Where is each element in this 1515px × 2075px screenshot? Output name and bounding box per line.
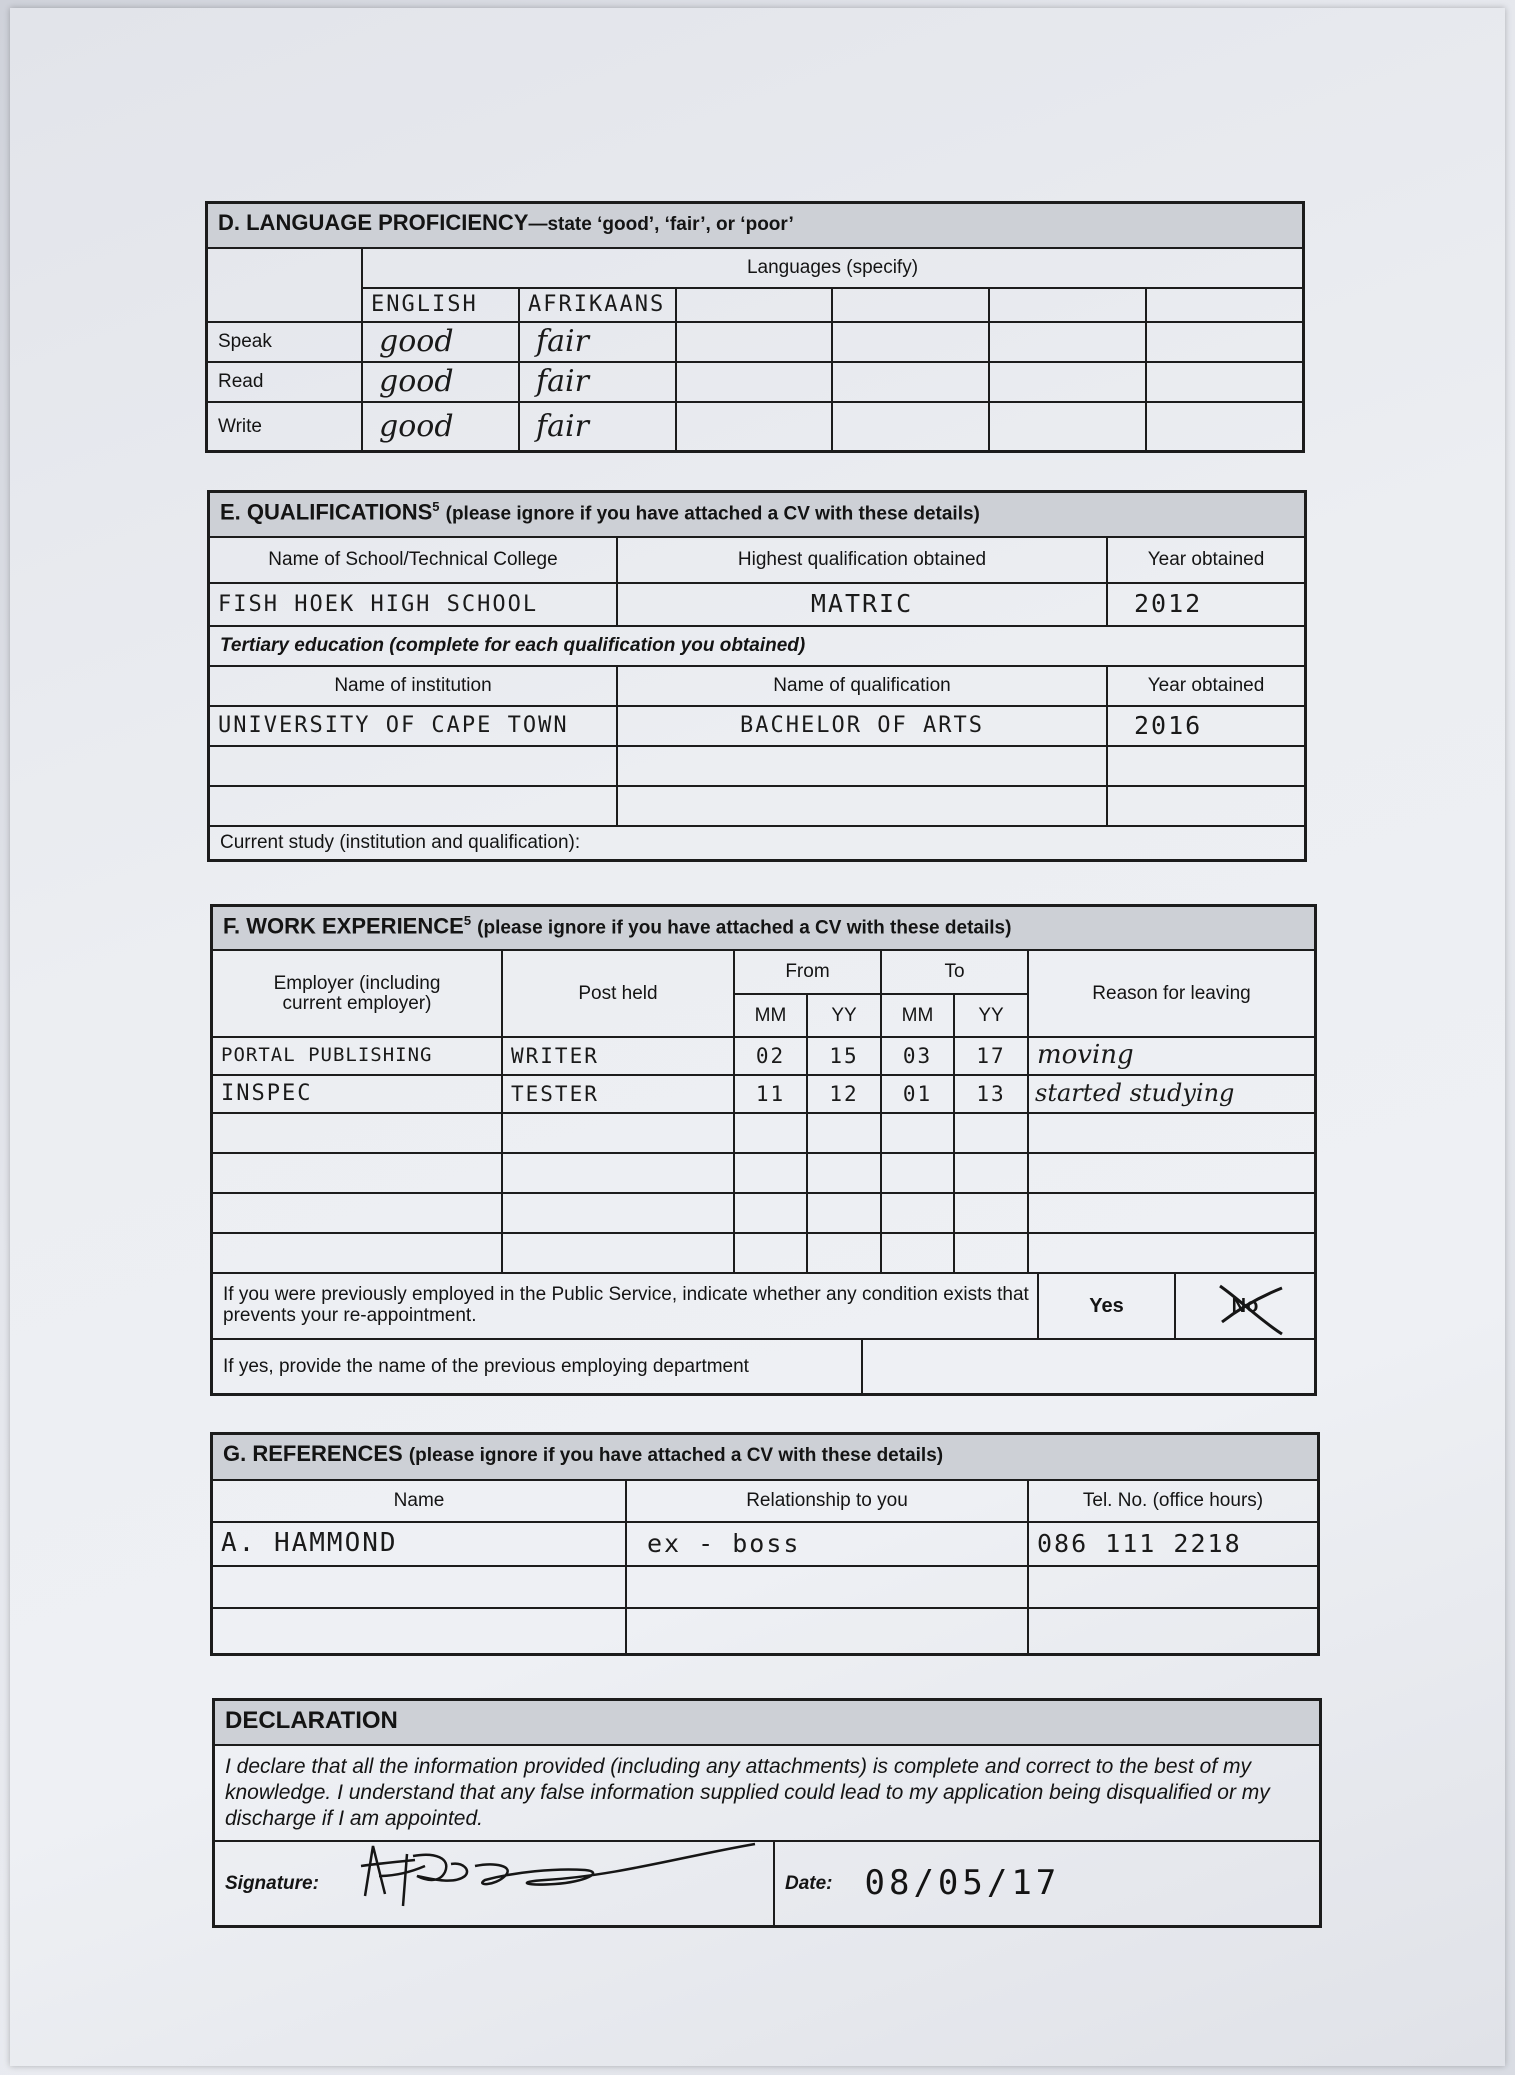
section-e-subtitle: (please ignore if you have attached a CV with these details) <box>445 503 980 525</box>
work-from-yy-2[interactable]: 12 <box>808 1076 882 1114</box>
write-value-4[interactable] <box>833 403 990 450</box>
header-from-yy: YY <box>808 995 882 1038</box>
language-1[interactable]: ENGLISH <box>363 289 520 323</box>
school-header-qualification: Highest qualification obtained <box>618 538 1108 584</box>
public-service-no-label: No <box>1231 1294 1259 1317</box>
work-reason-5[interactable] <box>1029 1194 1314 1234</box>
speak-value-4[interactable] <box>833 323 990 363</box>
section-f-heading <box>213 907 1314 951</box>
write-value-6[interactable] <box>1147 403 1302 450</box>
date-field[interactable] <box>775 1842 1319 1925</box>
tertiary-year-3[interactable] <box>1108 787 1304 827</box>
section-references <box>210 1432 1320 1656</box>
work-employer-3[interactable] <box>213 1114 503 1154</box>
write-value-5[interactable] <box>990 403 1147 450</box>
tertiary-year-1[interactable]: 2016 <box>1108 707 1304 747</box>
previous-department-value[interactable] <box>863 1340 1314 1393</box>
language-6[interactable] <box>1147 289 1302 323</box>
section-g-title: G. REFERENCES <box>223 1441 403 1466</box>
work-to-mm-2[interactable]: 01 <box>882 1076 955 1114</box>
public-service-yes[interactable]: Yes <box>1039 1274 1176 1340</box>
work-employer-1[interactable]: PORTAL PUBLISHING <box>213 1038 503 1076</box>
date-value: 08/05/17 <box>864 1862 1061 1903</box>
ref-name-1[interactable]: A. HAMMOND <box>213 1523 627 1567</box>
section-qualifications <box>207 490 1307 862</box>
language-3[interactable] <box>677 289 833 323</box>
read-value-4[interactable] <box>833 363 990 403</box>
tertiary-qualification-2[interactable] <box>618 747 1108 787</box>
ref-relationship-2[interactable] <box>627 1567 1029 1609</box>
work-reason-2[interactable]: started studying <box>1029 1076 1314 1114</box>
tertiary-header-year: Year obtained <box>1108 667 1304 707</box>
section-f-title: F. WORK EXPERIENCE <box>223 913 464 939</box>
work-to-yy-6[interactable] <box>955 1234 1029 1274</box>
read-value-3[interactable] <box>677 363 833 403</box>
ref-header-name: Name <box>213 1481 627 1523</box>
header-from-mm: MM <box>735 995 808 1038</box>
work-post-2[interactable]: TESTER <box>503 1076 735 1114</box>
work-from-mm-1[interactable]: 02 <box>735 1038 808 1076</box>
header-post-held: Post held <box>503 951 735 1038</box>
form-page <box>10 8 1505 2066</box>
work-to-yy-5[interactable] <box>955 1194 1029 1234</box>
language-4[interactable] <box>833 289 990 323</box>
tertiary-institution-3[interactable] <box>210 787 618 827</box>
section-d-title: D. LANGUAGE PROFICIENCY <box>218 210 529 235</box>
work-reason-4[interactable] <box>1029 1154 1314 1194</box>
language-2[interactable]: AFRIKAANS <box>520 289 677 323</box>
read-value-1[interactable]: good <box>363 363 520 403</box>
public-service-question: If you were previously employed in the Public Service, indicate whether any condition exists that prevents your re-appointment. <box>213 1274 1039 1340</box>
public-service-no[interactable] <box>1176 1274 1314 1340</box>
ref-tel-1[interactable]: 086 111 2218 <box>1029 1523 1317 1567</box>
ref-header-tel: Tel. No. (office hours) <box>1029 1481 1317 1523</box>
language-5[interactable] <box>990 289 1147 323</box>
previous-department-label: If yes, provide the name of the previous employing department <box>213 1340 863 1393</box>
work-to-yy-2[interactable]: 13 <box>955 1076 1029 1114</box>
read-value-2[interactable]: fair <box>520 363 677 403</box>
write-value-2[interactable]: fair <box>520 403 677 450</box>
header-employer: Employer (including current employer) <box>213 951 503 1038</box>
work-to-mm-3[interactable] <box>882 1114 955 1154</box>
current-study-label[interactable]: Current study (institution and qualification): <box>220 832 581 854</box>
ref-tel-2[interactable] <box>1029 1567 1317 1609</box>
work-employer-2[interactable]: INSPEC <box>213 1076 503 1114</box>
work-to-yy-3[interactable] <box>955 1114 1029 1154</box>
tertiary-qualification-1[interactable]: BACHELOR OF ARTS <box>618 707 1108 747</box>
section-language-proficiency <box>205 201 1305 453</box>
ref-relationship-1[interactable]: ex - boss <box>627 1523 1029 1567</box>
header-reason: Reason for leaving <box>1029 951 1314 1038</box>
work-employer-6[interactable] <box>213 1234 503 1274</box>
work-from-yy-4[interactable] <box>808 1154 882 1194</box>
tertiary-header-institution: Name of institution <box>210 667 618 707</box>
school-name-value[interactable]: FISH HOEK HIGH SCHOOL <box>210 584 618 627</box>
section-g-heading <box>213 1435 1317 1481</box>
declaration-title: DECLARATION <box>215 1701 1319 1746</box>
signature-field[interactable] <box>215 1842 775 1925</box>
school-header-year: Year obtained <box>1108 538 1304 584</box>
work-from-yy-5[interactable] <box>808 1194 882 1234</box>
section-f-footnote: 5 <box>463 913 472 928</box>
ref-name-3[interactable] <box>213 1609 627 1653</box>
date-label: Date: <box>785 1872 833 1894</box>
tertiary-year-2[interactable] <box>1108 747 1304 787</box>
work-from-yy-6[interactable] <box>808 1234 882 1274</box>
work-post-1[interactable]: WRITER <box>503 1038 735 1076</box>
work-to-yy-4[interactable] <box>955 1154 1029 1194</box>
languages-header: Languages (specify) <box>363 249 1302 289</box>
header-to-yy: YY <box>955 995 1029 1038</box>
work-from-mm-3[interactable] <box>735 1114 808 1154</box>
row-label-write: Write <box>208 403 363 450</box>
work-from-mm-4[interactable] <box>735 1154 808 1194</box>
declaration-text: I declare that all the information provided (including any attachments) is complete and correct to the best of my knowledge. I understand that any false information supplied could lead to my application being disqualified or my discharge if I am appointed. <box>215 1746 1319 1842</box>
cross-mark-icon <box>1210 1278 1290 1338</box>
tertiary-title: Tertiary education (complete for each qualification you obtained) <box>210 627 1304 667</box>
speak-value-3[interactable] <box>677 323 833 363</box>
tertiary-qualification-3[interactable] <box>618 787 1108 827</box>
school-qualification-value[interactable]: MATRIC <box>618 584 1108 627</box>
section-d-corner <box>208 249 363 323</box>
work-from-mm-6[interactable] <box>735 1234 808 1274</box>
row-label-read: Read <box>208 363 363 403</box>
section-e-footnote: 5 <box>432 499 440 514</box>
work-employer-5[interactable] <box>213 1194 503 1234</box>
tertiary-institution-2[interactable] <box>210 747 618 787</box>
work-to-mm-1[interactable]: 03 <box>882 1038 955 1076</box>
speak-value-6[interactable] <box>1147 323 1302 363</box>
work-from-yy-3[interactable] <box>808 1114 882 1154</box>
ref-relationship-3[interactable] <box>627 1609 1029 1653</box>
work-to-mm-5[interactable] <box>882 1194 955 1234</box>
header-from: From <box>735 951 882 995</box>
signature-mark <box>355 1836 775 1916</box>
speak-value-5[interactable] <box>990 323 1147 363</box>
work-reason-6[interactable] <box>1029 1234 1314 1274</box>
row-label-speak: Speak <box>208 323 363 363</box>
work-from-yy-1[interactable]: 15 <box>808 1038 882 1076</box>
section-e-heading <box>210 493 1304 538</box>
section-declaration <box>212 1698 1322 1928</box>
header-to-mm: MM <box>882 995 955 1038</box>
work-to-mm-6[interactable] <box>882 1234 955 1274</box>
section-d-heading <box>208 204 1302 249</box>
section-e-title: E. QUALIFICATIONS <box>220 499 433 525</box>
read-value-6[interactable] <box>1147 363 1302 403</box>
ref-tel-3[interactable] <box>1029 1609 1317 1653</box>
section-work-experience <box>210 904 1317 1396</box>
work-to-yy-1[interactable]: 17 <box>955 1038 1029 1076</box>
ref-header-relationship: Relationship to you <box>627 1481 1029 1523</box>
work-from-mm-5[interactable] <box>735 1194 808 1234</box>
work-reason-3[interactable] <box>1029 1114 1314 1154</box>
ref-name-2[interactable] <box>213 1567 627 1609</box>
section-f-subtitle: (please ignore if you have attached a CV with these details) <box>477 917 1012 939</box>
work-post-6[interactable] <box>503 1234 735 1274</box>
tertiary-institution-1[interactable]: UNIVERSITY OF CAPE TOWN <box>210 707 618 747</box>
work-post-5[interactable] <box>503 1194 735 1234</box>
write-value-1[interactable]: good <box>363 403 520 450</box>
work-from-mm-2[interactable]: 11 <box>735 1076 808 1114</box>
tertiary-header-qualification: Name of qualification <box>618 667 1108 707</box>
header-to: To <box>882 951 1029 995</box>
write-value-3[interactable] <box>677 403 833 450</box>
work-employer-4[interactable] <box>213 1154 503 1194</box>
work-to-mm-4[interactable] <box>882 1154 955 1194</box>
section-g-subtitle: (please ignore if you have attached a CV with these details) <box>408 1445 944 1466</box>
read-value-5[interactable] <box>990 363 1147 403</box>
work-post-3[interactable] <box>503 1114 735 1154</box>
work-reason-1[interactable]: moving <box>1029 1038 1314 1076</box>
speak-value-2[interactable]: fair <box>520 323 677 363</box>
speak-value-1[interactable]: good <box>363 323 520 363</box>
work-post-4[interactable] <box>503 1154 735 1194</box>
signature-label: Signature: <box>225 1872 319 1894</box>
section-d-subtitle: —state ‘good’, ‘fair’, or ‘poor’ <box>528 214 794 235</box>
school-year-value[interactable]: 2012 <box>1108 584 1304 627</box>
school-header-name: Name of School/Technical College <box>210 538 618 584</box>
